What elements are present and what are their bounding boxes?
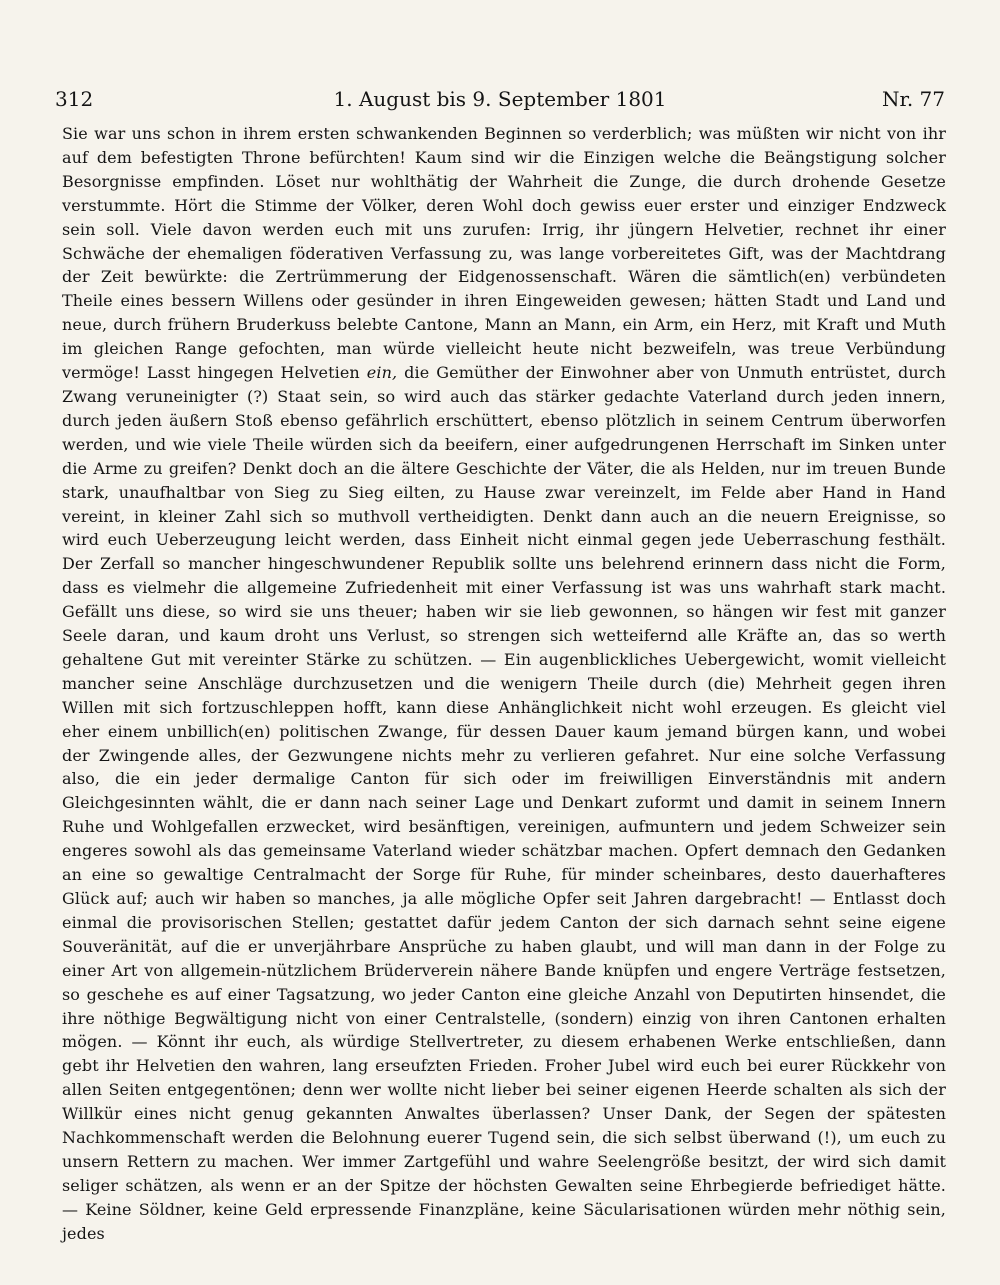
body-text <box>62 122 946 1246</box>
page-header <box>55 82 945 116</box>
body-text-part-2: die Gemüther der Einwohner aber von Unmuth entrüstet, durch Zwang veruneinigter (?) Staat sein, so wird auch das stärker gedachte Vaterland durch jeden innern, durch jeden äußern Stoß ebenso gefährlich erschüttert, ebenso plötzlich in seinem Centrum überworfen werden, und wie viele Theile würden sich da beeifern, einer aufgedrungenen Herrschaft im Sinken unter die Arme zu greifen? Denkt doch an die ältere Geschichte der Väter, die als Helden, nur im treuen Bunde stark, unaufhaltbar von Sieg zu Sieg eilten, zu Hause zwar vereinzelt, im Felde aber Hand in Hand vereint, in kleiner Zahl sich so muthvoll vertheidigten. Denkt dann auch an die neuern Ereignisse, so wird euch Ueberzeugung leicht werden, dass Einheit nicht einmal gegen jede Ueberraschung festhält. Der Zerfall so mancher hingeschwundener Republik sollte uns belehrend erinnern dass nicht die Form, dass es vielmehr die allgemeine Zufriedenheit mit einer Verfassung ist was uns wahrhaft stark macht. Gefällt uns diese, so wird sie uns theuer; haben wir sie lieb gewonnen, so hängen wir fest mit ganzer Seele daran, und kaum droht uns Verlust, so strengen sich wetteifernd alle Kräfte an, das so werth gehaltene Gut mit vereinter Stärke zu schützen. — Ein augenblickliches Uebergewicht, womit vielleicht mancher seine Anschläge durchzusetzen und die wenigern Theile durch (die) Mehrheit gegen ihren Willen mit sich fortzuschleppen hofft, kann diese Anhänglichkeit nicht wohl erzeugen. Es gleicht viel eher einem unbillich(en) politischen Zwange, für dessen Dauer kaum jemand bürgen kann, und wobei der Zwingende alles, der Gezwungene nichts mehr zu verlieren gefahret. Nur eine solche Verfassung also, die ein jeder dermalige Canton für sich oder im freiwilligen Einverständnis mit andern Gleichgesinnten wählt, die er dann nach seiner Lage und Denkart zuformt und damit in seinem Innern Ruhe und Wohlgefallen erzwecket, wird besänftigen, vereinigen, aufmuntern und jedem Schweizer sein engeres sowohl als das gemeinsame Vaterland wieder schätzbar machen. Opfert demnach den Gedanken an eine so gewaltige Centralmacht der Sorge für Ruhe, für minder scheinbares, desto dauerhafteres Glück auf; auch wir haben so manches, ja alle mögliche Opfer seit Jahren dargebracht! — Entlasst doch einmal die provisorischen Stellen; gestattet dafür jedem Canton der sich darnach sehnt seine eigene Souveränität, auf die er unverjährbare Ansprüche zu haben glaubt, und will man dann in der Folge zu einer Art von allgemein-nützlichem Brüderverein nähere Bande knüpfen und engere Verträge festsetzen, so geschehe es auf einer Tagsatzung, wo jeder Canton eine gleiche Anzahl von Deputirten hinsendet, die ihre nöthige Begwältigung nicht von einer Centralstelle, (sondern) einzig von ihren Cantonen erhalten mögen. — Könnt ihr euch, als würdige Stellvertreter, zu diesem erhabenen Werke entschließen, dann gebt ihr Helvetien den wahren, lang erseufzten Frieden. Froher Jubel wird euch bei eurer Rückkehr von allen Seiten entgegentönen; denn wer wollte nicht lieber bei seiner eigenen Heerde schalten als sich der Willkür eines nicht genug gekannten Anwaltes überlassen? Unser Dank, der Segen der spätesten Nachkommenschaft werden die Belohnung euerer Tugend sein, die sich selbst überwand (!), um euch zu unsern Rettern zu machen. Wer immer Zartgefühl und wahre Seelengröße besitzt, der wird sich damit seliger schätzen, als wenn er an der Spitze der höchsten Gewalten seine Ehrbegierde befriediget hätte. — Keine Söldner, keine Geld erpressende Finanzpläne, keine Säcularisationen würden mehr nöthig sein, jedes <box>62 363 946 1243</box>
document-number: Nr. 77 <box>881 87 945 111</box>
header-date-range: 1. August bis 9. September 1801 <box>333 87 667 111</box>
italic-emphasis: ein, <box>366 363 398 383</box>
body-paragraph <box>62 122 946 1246</box>
body-text-part-1: Sie war uns schon in ihrem ersten schwankenden Beginnen so verderblich; was müßten wir nicht von ihr auf dem befestigten Throne befürchten! Kaum sind wir die Einzigen welche die Beängstigung solcher Besorgnisse empfinden. Löset nur wohlthätig der Wahrheit die Zunge, die durch drohende Gesetze verstummte. Hört die Stimme der Völker, deren Wohl doch gewiss euer erster und einziger Endzweck sein soll. Viele davon werden euch mit uns zurufen: Irrig, ihr jüngern Helvetier, rechnet ihr einer Schwäche der ehemaligen föderativen Verfassung zu, was lange vorbereitetes Gift, was der Machtdrang der Zeit bewürkte: die Zertrümmerung der Eidgenossenschaft. Wären die sämtlich(en) verbündeten Theile eines bessern Willens oder gesünder in ihren Eingeweiden gewesen; hätten Stadt und Land und neue, durch frühern Bruderkuss belebte Cantone, Mann an Mann, ein Arm, ein Herz, mit Kraft und Muth im gleichen Range gefochten, man würde vielleicht heute nicht bezweifeln, was treue Verbündung vermöge! Lasst hingegen Helvetien <box>62 124 946 383</box>
page-number: 312 <box>55 87 94 111</box>
